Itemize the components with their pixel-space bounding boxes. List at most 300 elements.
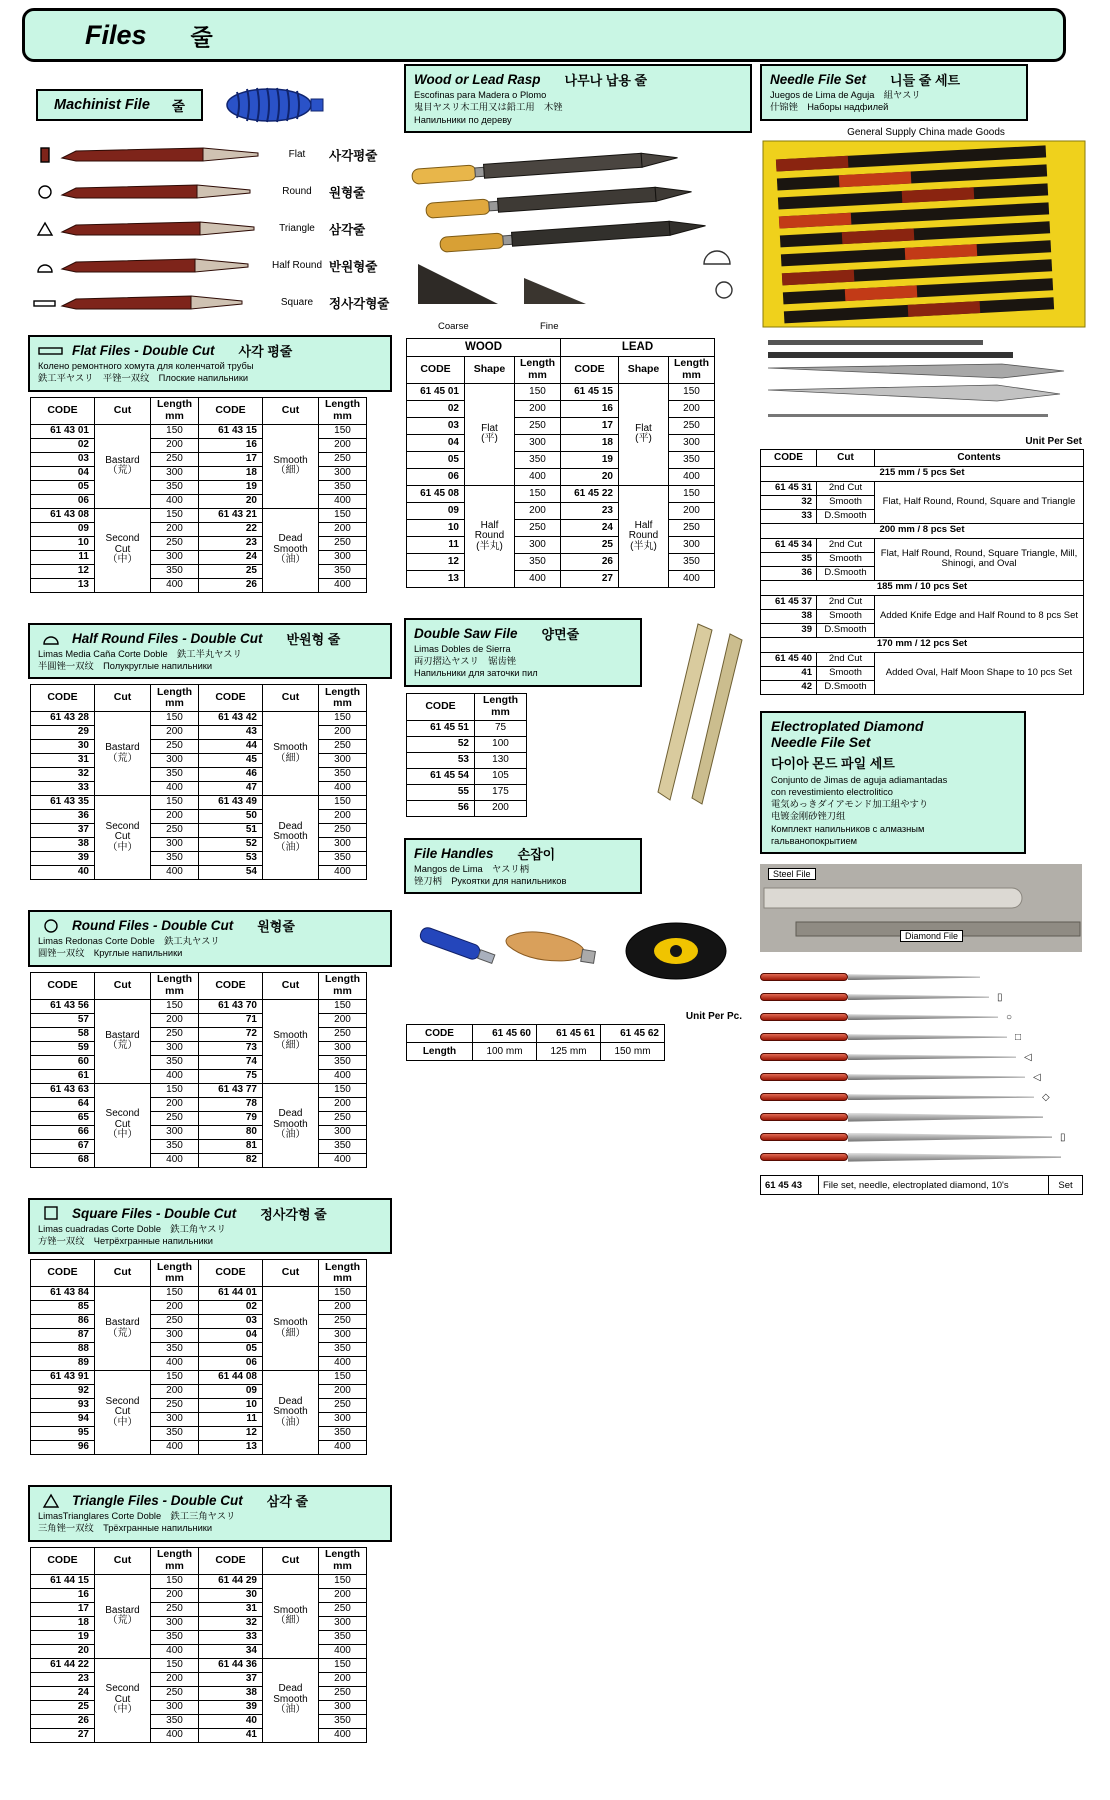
file-table-round: [30, 972, 367, 1168]
table-row: [407, 417, 715, 434]
length-cell: 250: [151, 1315, 199, 1329]
length-cell: 100: [475, 736, 527, 752]
code-cell: 61 43 42: [199, 712, 263, 726]
cut-cell: Second Cut （中）: [95, 796, 151, 880]
section-subtitle-2: 方锉一双纹 Четрёхгранные напильники: [38, 1235, 213, 1246]
length-cell: 250: [319, 1602, 367, 1616]
length-cell: 400: [669, 468, 715, 485]
table-row: [31, 424, 367, 438]
cut-header: Cut: [263, 1547, 319, 1574]
double-saw-title-text: Double Saw File: [414, 625, 518, 641]
code-cell: 71: [199, 1013, 263, 1027]
code-cell: 36: [31, 810, 95, 824]
triangle-shape-icon: [38, 1493, 64, 1509]
needle-set-photo-svg: [762, 140, 1086, 428]
section-title-korean: 정사각형 줄: [260, 1206, 327, 1222]
code-cell: 61 43 56: [31, 999, 95, 1013]
diamond-title-korean: 다이아 몬드 파일 세트: [771, 755, 895, 771]
code-cell: 61 45 15: [561, 383, 619, 400]
code-cell: 58: [31, 1027, 95, 1041]
code-cell: 26: [199, 578, 263, 592]
right-column: [760, 64, 1092, 1195]
code-cell: 53: [199, 852, 263, 866]
diamond-title-line1: Electroplated Diamond: [771, 717, 924, 734]
wood-rasp-title-korean: 나무나 납용 줄: [564, 73, 648, 88]
code-cell: 13: [199, 1441, 263, 1455]
length-cell: 250: [319, 536, 367, 550]
code-cell: 13: [31, 578, 95, 592]
table-header-row: [407, 356, 715, 383]
shape-cell: Flat (平): [619, 383, 669, 485]
table-row: [761, 481, 1084, 495]
length-header: Length mm: [319, 1547, 367, 1574]
length-cell: 200: [319, 1301, 367, 1315]
cut-cell: Smooth （細）: [263, 424, 319, 508]
double-saw-title: [414, 624, 632, 643]
diamond-file-list: [760, 967, 1092, 1167]
code-cell: 78: [199, 1097, 263, 1111]
section-title-korean: 반원형 줄: [286, 631, 341, 647]
code-cell: 61 43 08: [31, 508, 95, 522]
table-header-row: [407, 338, 715, 356]
machinist-file-row: [32, 284, 392, 321]
length-header: Length mm: [151, 397, 199, 424]
length-cell: 400: [319, 1644, 367, 1658]
length-cell: 250: [151, 1602, 199, 1616]
file-profile-icon: ▯: [997, 991, 1003, 1003]
code-cell: 10: [407, 519, 465, 536]
length-cell: 400: [319, 866, 367, 880]
table-header-row: [31, 972, 367, 999]
length-cell: 200: [319, 1588, 367, 1602]
code-cell: 18: [31, 1616, 95, 1630]
length-cell: 300: [151, 466, 199, 480]
code-cell: 32: [199, 1616, 263, 1630]
needle-photo-caption: General Supply China made Goods: [847, 126, 1005, 138]
code-cell: 61 44 08: [199, 1371, 263, 1385]
length-cell: 400: [319, 1728, 367, 1742]
length-cell: 250: [669, 417, 715, 434]
code-cell: 04: [199, 1329, 263, 1343]
code-cell: 11: [31, 550, 95, 564]
table-row: [407, 800, 527, 816]
section-flat: [28, 335, 392, 593]
length-cell: 200: [151, 1588, 199, 1602]
diamond-file-blade: [848, 1074, 1025, 1080]
code-cell: 61 43 28: [31, 712, 95, 726]
code-cell: 23: [31, 1672, 95, 1686]
code-cell: 50: [199, 810, 263, 824]
code-cell: 24: [561, 519, 619, 536]
length-header: Length mm: [151, 1260, 199, 1287]
code-cell: 40: [199, 1714, 263, 1728]
code-cell: 19: [31, 1630, 95, 1644]
diamond-file-handle: [760, 1133, 848, 1141]
rasp-illustration: [404, 138, 750, 322]
code-cell: 61 44 15: [31, 1574, 95, 1588]
code-cell: 11: [407, 536, 465, 553]
code-header: CODE: [199, 1547, 263, 1574]
length-cell: 150: [515, 485, 561, 502]
length-cell: 200: [475, 800, 527, 816]
code-cell: 67: [31, 1139, 95, 1153]
code-cell: 61 44 22: [31, 1658, 95, 1672]
length-cell: 300: [151, 1700, 199, 1714]
diamond-file-blade: [848, 1153, 1061, 1162]
section-title-text: Round Files - Double Cut: [72, 918, 234, 934]
set-band-row: [761, 580, 1084, 595]
length-cell: 400: [319, 782, 367, 796]
section-subtitle-2: 三角锉一双纹 Трёхгранные напильники: [38, 1523, 213, 1534]
cut-cell: Bastard （荒）: [95, 1287, 151, 1371]
diamond-subtitle-ru1: Комплект напильников с алмазным: [771, 823, 925, 834]
code-cell: 59: [31, 1041, 95, 1055]
length-header: Length mm: [475, 693, 527, 720]
length-cell: 350: [151, 480, 199, 494]
file-handles-subtitle-es: Mangos de Lima ヤスリ柄: [414, 863, 530, 874]
code-cell: 23: [561, 502, 619, 519]
code-cell: 25: [561, 536, 619, 553]
length-cell: 200: [151, 522, 199, 536]
cut-cell: D.Smooth: [817, 566, 875, 580]
diamond-file-blade: [848, 1094, 1034, 1100]
length-cell: 200: [669, 400, 715, 417]
code-cell: 87: [31, 1329, 95, 1343]
flat-shape-icon: [38, 343, 64, 359]
code-cell: 61 44 29: [199, 1574, 263, 1588]
table-row: [407, 485, 715, 502]
length-cell: 300: [151, 1413, 199, 1427]
code-cell: 05: [407, 451, 465, 468]
length-cell: 150: [319, 796, 367, 810]
set-band-row: [761, 637, 1084, 652]
length-cell: 300: [515, 434, 561, 451]
length-cell: 400: [669, 570, 715, 587]
code-cell: 61 45 34: [761, 538, 817, 552]
length-cell: 200: [151, 1672, 199, 1686]
half-icon: [32, 258, 60, 274]
code-cell: 16: [31, 1588, 95, 1602]
code-cell: 38: [761, 609, 817, 623]
code-cell: 61 43 77: [199, 1083, 263, 1097]
code-cell: 34: [199, 1644, 263, 1658]
length-cell: 350: [669, 451, 715, 468]
contents-cell: Flat, Half Round, Round, Square and Triangle: [875, 481, 1084, 523]
page-title-korean: 줄: [190, 23, 213, 50]
file-handles-header: [404, 838, 642, 895]
length-cell: 300: [319, 1616, 367, 1630]
diamond-file-handle: [760, 1013, 848, 1021]
section-header-flat: [28, 335, 392, 392]
file-profile-icon: ◁: [1024, 1051, 1032, 1063]
code-header: CODE: [31, 1260, 95, 1287]
length-cell: 300: [319, 550, 367, 564]
length-cell: 300: [669, 536, 715, 553]
table-row: [407, 1043, 665, 1061]
machinist-file-list: [32, 136, 392, 321]
code-cell: 18: [561, 434, 619, 451]
length-header: Length mm: [319, 397, 367, 424]
machinist-title-korean: 줄: [171, 99, 185, 114]
section-subtitle-1: Limas cuadradas Corte Doble 鉄工角ヤスリ: [38, 1223, 226, 1234]
length-cell: 300: [319, 1329, 367, 1343]
wood-header: WOOD: [407, 338, 561, 356]
diamond-file-row: [760, 1007, 1092, 1027]
double-saw-subtitle-jp: 両刃摺込ヤスリ 锯齿锉: [414, 656, 517, 667]
length-cell: 350: [319, 1714, 367, 1728]
table-row: [31, 1658, 367, 1672]
cut-header: Cut: [817, 449, 875, 466]
length-cell: 250: [319, 1027, 367, 1041]
code-cell: 89: [31, 1357, 95, 1371]
diamond-file-handle: [760, 1073, 848, 1081]
table-row: [31, 1083, 367, 1097]
length-cell: 175: [475, 784, 527, 800]
code-cell: 44: [199, 740, 263, 754]
code-cell: 74: [199, 1055, 263, 1069]
section-triangle: [28, 1485, 392, 1743]
code-cell: 11: [199, 1413, 263, 1427]
length-cell: 150: [151, 1658, 199, 1672]
code-cell: 61 45 61: [537, 1025, 601, 1043]
section-subtitle-2: 半圓锉一双纹 Полукруглые напильники: [38, 660, 213, 671]
code-cell: 06: [407, 468, 465, 485]
code-cell: 13: [407, 570, 465, 587]
table-header-row: [761, 449, 1084, 466]
table-row: [407, 752, 527, 768]
diamond-file-row: [760, 1047, 1092, 1067]
length-cell: 400: [151, 1728, 199, 1742]
file-handles-title-korean: 손잡이: [517, 846, 556, 862]
table-header-row: [31, 397, 367, 424]
diamond-file-blade: [848, 1034, 1007, 1040]
length-header: Length mm: [319, 685, 367, 712]
length-header: Length mm: [319, 1260, 367, 1287]
contents-cell: Added Oval, Half Moon Shape to 10 pcs Set: [875, 652, 1084, 694]
code-cell: 65: [31, 1111, 95, 1125]
file-type-label-korean: 사각평줄: [329, 148, 378, 163]
code-cell: 61 45 22: [561, 485, 619, 502]
round-shape-icon: [32, 184, 58, 200]
diamond-subtitle-es1: Conjunto de Jimas de aguja adiamantadas: [771, 774, 948, 785]
length-cell: 150: [319, 1083, 367, 1097]
needle-subtitle-es: Juegos de Lima de Aguja 組ヤスリ: [770, 90, 921, 100]
length-cell: 300: [319, 1700, 367, 1714]
table-row: [407, 502, 715, 519]
contents-header: Contents: [875, 449, 1084, 466]
length-cell: 350: [319, 1139, 367, 1153]
code-cell: 80: [199, 1125, 263, 1139]
table-row: [407, 434, 715, 451]
length-cell: 400: [319, 1357, 367, 1371]
cut-cell: D.Smooth: [817, 623, 875, 637]
code-cell: 31: [199, 1602, 263, 1616]
length-cell: 200: [151, 726, 199, 740]
length-cell: 400: [151, 866, 199, 880]
code-cell: 32: [31, 768, 95, 782]
shape-cell: Half Round (半丸): [619, 485, 669, 587]
code-cell: 93: [31, 1399, 95, 1413]
length-cell: 300: [151, 838, 199, 852]
code-cell: 05: [199, 1343, 263, 1357]
code-cell: 61 44 36: [199, 1658, 263, 1672]
code-cell: 12: [31, 564, 95, 578]
diamond-file-blade: [848, 1133, 1052, 1142]
length-cell: 150: [151, 1371, 199, 1385]
flatv-icon: [32, 147, 60, 163]
code-cell: 10: [199, 1399, 263, 1413]
length-cell: 350: [319, 480, 367, 494]
code-cell: 52: [199, 838, 263, 852]
code-cell: 64: [31, 1097, 95, 1111]
length-cell: 350: [151, 768, 199, 782]
code-cell: 73: [199, 1041, 263, 1055]
table-header-row: [31, 1547, 367, 1574]
double-saw-header: [404, 618, 642, 687]
length-cell: 250: [151, 1686, 199, 1700]
machinist-file-image: [60, 256, 265, 276]
triangle-icon: [32, 221, 60, 237]
code-cell: 09: [407, 502, 465, 519]
needle-file-set-header: [760, 64, 1028, 121]
code-cell: 39: [199, 1700, 263, 1714]
length-cell: 400: [151, 1441, 199, 1455]
code-cell: 61 43 01: [31, 424, 95, 438]
cut-cell: Second Cut （中）: [95, 1083, 151, 1167]
machinist-file-image: [60, 145, 265, 165]
set-band: 200 mm / 8 pcs Set: [761, 523, 1084, 538]
needle-subtitle-ru: 什锦锉 Наборы надфилей: [770, 102, 889, 113]
code-cell: 57: [31, 1013, 95, 1027]
length-cell: 350: [151, 1343, 199, 1357]
length-cell: 300: [151, 754, 199, 768]
length-cell: 400: [319, 1441, 367, 1455]
code-cell: 03: [407, 417, 465, 434]
code-cell: 19: [199, 480, 263, 494]
length-cell: 350: [151, 852, 199, 866]
code-cell: 19: [561, 451, 619, 468]
double-saw-image: [632, 620, 748, 813]
code-cell: 53: [407, 752, 475, 768]
code-cell: 54: [199, 866, 263, 880]
machinist-file-illustration: [60, 145, 265, 165]
code-cell: 12: [199, 1427, 263, 1441]
needle-table: [760, 449, 1084, 695]
length-cell: 250: [515, 417, 561, 434]
table-row: [407, 736, 527, 752]
code-cell: 02: [31, 438, 95, 452]
section-subtitle-1: Limas Redonas Corte Doble 鉄工丸ヤスリ: [38, 936, 220, 947]
file-handles-title-text: File Handles: [414, 845, 494, 861]
section-title-text: Half Round Files - Double Cut: [72, 630, 263, 646]
set-band: 170 mm / 12 pcs Set: [761, 637, 1084, 652]
machinist-file-row: [32, 136, 392, 173]
length-cell: 250: [319, 452, 367, 466]
length-header: Length mm: [151, 972, 199, 999]
diamond-file-row: [760, 1127, 1092, 1147]
code-cell: 61 45 31: [761, 481, 817, 495]
length-cell: 300: [151, 1125, 199, 1139]
diamond-file-handle: [760, 1033, 848, 1041]
code-cell: 61 45 01: [407, 383, 465, 400]
fine-label: Fine: [540, 320, 559, 332]
set-band: 185 mm / 10 pcs Set: [761, 580, 1084, 595]
code-cell: 46: [199, 768, 263, 782]
length-cell: 350: [151, 1630, 199, 1644]
code-cell: 06: [199, 1357, 263, 1371]
code-cell: 61 45 54: [407, 768, 475, 784]
length-cell: 150: [319, 508, 367, 522]
cut-cell: 2nd Cut: [817, 652, 875, 666]
machinist-file-image: [60, 182, 265, 202]
code-cell: 37: [199, 1672, 263, 1686]
code-cell: 03: [31, 452, 95, 466]
table-header-row: [407, 693, 527, 720]
code-cell: 06: [31, 494, 95, 508]
code-cell: 96: [31, 1441, 95, 1455]
length-cell: 150: [151, 712, 199, 726]
length-cell: 400: [151, 1644, 199, 1658]
code-cell: 61 45 37: [761, 595, 817, 609]
length-cell: 150: [151, 508, 199, 522]
file-type-label: Flat: [288, 149, 306, 160]
code-cell: 68: [31, 1153, 95, 1167]
length-label-cell: Length: [407, 1043, 473, 1061]
code-cell: 09: [31, 522, 95, 536]
shape-cell: Half Round (半丸): [465, 485, 515, 587]
section-title-korean: 삼각 줄: [266, 1494, 309, 1510]
diamond-file-row: [760, 967, 1092, 987]
code-cell: 61 43 91: [31, 1371, 95, 1385]
diamond-file-handle: [760, 1153, 848, 1161]
code-cell: 43: [199, 726, 263, 740]
code-cell: 05: [31, 480, 95, 494]
length-cell: 350: [151, 1714, 199, 1728]
table-row: [407, 451, 715, 468]
section-subtitle-2: 圓锉一双纹 Круглые напильники: [38, 948, 183, 959]
length-cell: 400: [151, 1357, 199, 1371]
cut-cell: Smooth: [817, 495, 875, 509]
length-cell: 350: [515, 451, 561, 468]
code-cell: 55: [407, 784, 475, 800]
code-cell: 61 45 08: [407, 485, 465, 502]
code-cell: 94: [31, 1413, 95, 1427]
length-cell: 150: [151, 1574, 199, 1588]
file-profile-icon: ◁: [1033, 1071, 1041, 1083]
wood-rasp-subtitle-jp: 鬼目ヤスリ木工用又は鉛工用 木锉: [414, 102, 563, 113]
table-header-row: [31, 685, 367, 712]
code-cell: 40: [31, 866, 95, 880]
length-cell: 200: [319, 1097, 367, 1111]
page-header: [22, 8, 1066, 62]
code-cell: 03: [199, 1315, 263, 1329]
machinist-file-illustration: [60, 256, 265, 276]
code-cell: 61 45 43: [761, 1176, 819, 1195]
shape-header: Shape: [465, 356, 515, 383]
code-cell: 36: [761, 566, 817, 580]
page-title: Files: [85, 19, 147, 50]
file-table-flat: [30, 397, 367, 593]
length-cell: 200: [319, 810, 367, 824]
length-cell: 350: [319, 564, 367, 578]
machinist-file-illustration: [60, 219, 265, 239]
length-cell: 150: [319, 1658, 367, 1672]
length-cell: 200: [151, 1013, 199, 1027]
diamond-subtitle-jp: 電気めっきダイアモンド加工組やすり: [771, 799, 929, 810]
file-type-label-korean: 반원형줄: [329, 259, 378, 274]
table-row: [407, 536, 715, 553]
code-cell: 32: [761, 495, 817, 509]
